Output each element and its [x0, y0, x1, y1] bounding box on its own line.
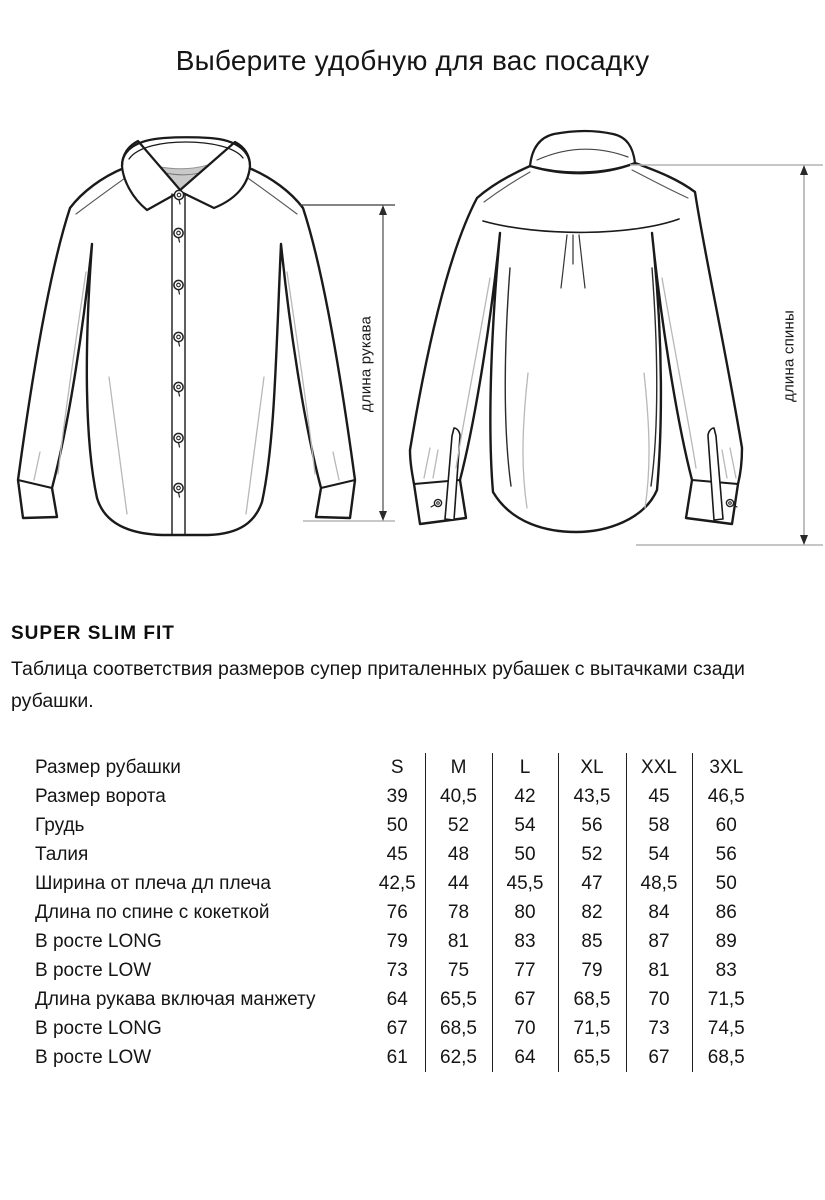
size-column-header: M: [425, 753, 492, 782]
size-value-cell: 45,5: [492, 869, 558, 898]
size-table-row: [35, 811, 760, 840]
size-row-label: В росте LONG: [35, 930, 162, 952]
size-value-cell: 64: [492, 1043, 558, 1072]
size-value-cell: 56: [692, 840, 760, 869]
size-value-cell: 45: [626, 782, 692, 811]
size-value-cell: 50: [692, 869, 760, 898]
size-value-cell: 83: [492, 927, 558, 956]
size-value-cell: 62,5: [425, 1043, 492, 1072]
size-value-cell: 70: [492, 1014, 558, 1043]
size-value-cell: 60: [692, 811, 760, 840]
size-table-row: [35, 1014, 760, 1043]
size-table-row: [35, 985, 760, 1014]
size-value-cell: 61: [386, 1046, 408, 1068]
size-value-cell: 83: [692, 956, 760, 985]
size-table-row: [35, 898, 760, 927]
size-value-cell: 71,5: [558, 1014, 626, 1043]
size-value-cell: 68,5: [558, 985, 626, 1014]
back-measure-label: длина спины: [780, 310, 798, 402]
size-value-cell: 78: [425, 898, 492, 927]
size-value-cell: 65,5: [558, 1043, 626, 1072]
size-value-cell: 82: [558, 898, 626, 927]
size-table-row: [35, 782, 760, 811]
size-value-cell: 81: [425, 927, 492, 956]
size-value-cell: 84: [626, 898, 692, 927]
size-value-cell: 54: [492, 811, 558, 840]
size-value-cell: 50: [386, 814, 408, 836]
size-value-cell: 89: [692, 927, 760, 956]
size-value-cell: 68,5: [425, 1014, 492, 1043]
size-value-cell: 56: [558, 811, 626, 840]
size-value-cell: 65,5: [425, 985, 492, 1014]
size-value-cell: 80: [492, 898, 558, 927]
size-table-row: [35, 869, 760, 898]
size-value-cell: 45: [386, 843, 408, 865]
size-table-row: [35, 840, 760, 869]
size-row-label: Длина рукава включая манжету: [35, 988, 316, 1010]
size-value-cell: 42,5: [378, 872, 416, 894]
size-column-header: XL: [558, 753, 626, 782]
size-row-label: Длина по спине с кокеткой: [35, 901, 270, 923]
size-value-cell: 73: [626, 1014, 692, 1043]
size-value-cell: 85: [558, 927, 626, 956]
front-measure-label: длина рукава: [357, 315, 375, 413]
size-value-cell: 71,5: [692, 985, 760, 1014]
size-column-header: L: [492, 753, 558, 782]
size-value-cell: 52: [425, 811, 492, 840]
size-value-cell: 74,5: [692, 1014, 760, 1043]
size-table-body: [35, 753, 760, 1072]
size-value-cell: 77: [492, 956, 558, 985]
size-value-cell: 54: [626, 840, 692, 869]
size-row-label: Размер рубашки: [35, 756, 181, 778]
size-value-cell: 79: [386, 930, 408, 952]
size-value-cell: 58: [626, 811, 692, 840]
size-column-header: 3XL: [692, 753, 760, 782]
size-table: [35, 753, 760, 1072]
size-row-label: Размер ворота: [35, 785, 166, 807]
size-value-cell: 40,5: [425, 782, 492, 811]
size-value-cell: 75: [425, 956, 492, 985]
size-value-cell: 81: [626, 956, 692, 985]
front-sleeve-measure: [300, 205, 395, 521]
size-value-cell: 86: [692, 898, 760, 927]
size-row-label: Ширина от плеча дл плеча: [35, 872, 271, 894]
size-value-cell: 39: [386, 785, 408, 807]
size-value-cell: 47: [558, 869, 626, 898]
page-title: Выберите удобную для вас посадку: [175, 45, 650, 76]
size-row-label: В росте LOW: [35, 1046, 152, 1068]
size-column-header: S: [390, 756, 404, 778]
size-value-cell: 46,5: [692, 782, 760, 811]
size-table-row: [35, 927, 760, 956]
size-value-cell: 67: [626, 1043, 692, 1072]
size-value-cell: 42: [492, 782, 558, 811]
size-value-cell: 67: [492, 985, 558, 1014]
size-row-label: В росте LOW: [35, 959, 152, 981]
section-heading: SUPER SLIM FIT: [11, 623, 175, 644]
size-column-header: XXL: [626, 753, 692, 782]
size-value-cell: 44: [425, 869, 492, 898]
size-value-cell: 64: [386, 988, 408, 1010]
size-table-row: [35, 956, 760, 985]
size-value-cell: 76: [386, 901, 408, 923]
size-value-cell: 48: [425, 840, 492, 869]
size-table-row: [35, 1043, 760, 1072]
size-value-cell: 73: [386, 959, 408, 981]
size-value-cell: 70: [626, 985, 692, 1014]
size-value-cell: 87: [626, 927, 692, 956]
size-value-cell: 68,5: [692, 1043, 760, 1072]
size-row-label: Талия: [35, 843, 89, 865]
size-row-label: Грудь: [35, 814, 85, 836]
size-value-cell: 48,5: [626, 869, 692, 898]
size-value-cell: 43,5: [558, 782, 626, 811]
size-row-label: В росте LONG: [35, 1017, 162, 1039]
size-value-cell: 67: [386, 1017, 408, 1039]
size-table-header-row: [35, 753, 760, 782]
size-value-cell: 79: [558, 956, 626, 985]
size-value-cell: 52: [558, 840, 626, 869]
section-description: Таблица соответствия размеров супер приталенных рубашек с вытачками сзади рубашки.: [11, 658, 745, 712]
size-value-cell: 50: [492, 840, 558, 869]
